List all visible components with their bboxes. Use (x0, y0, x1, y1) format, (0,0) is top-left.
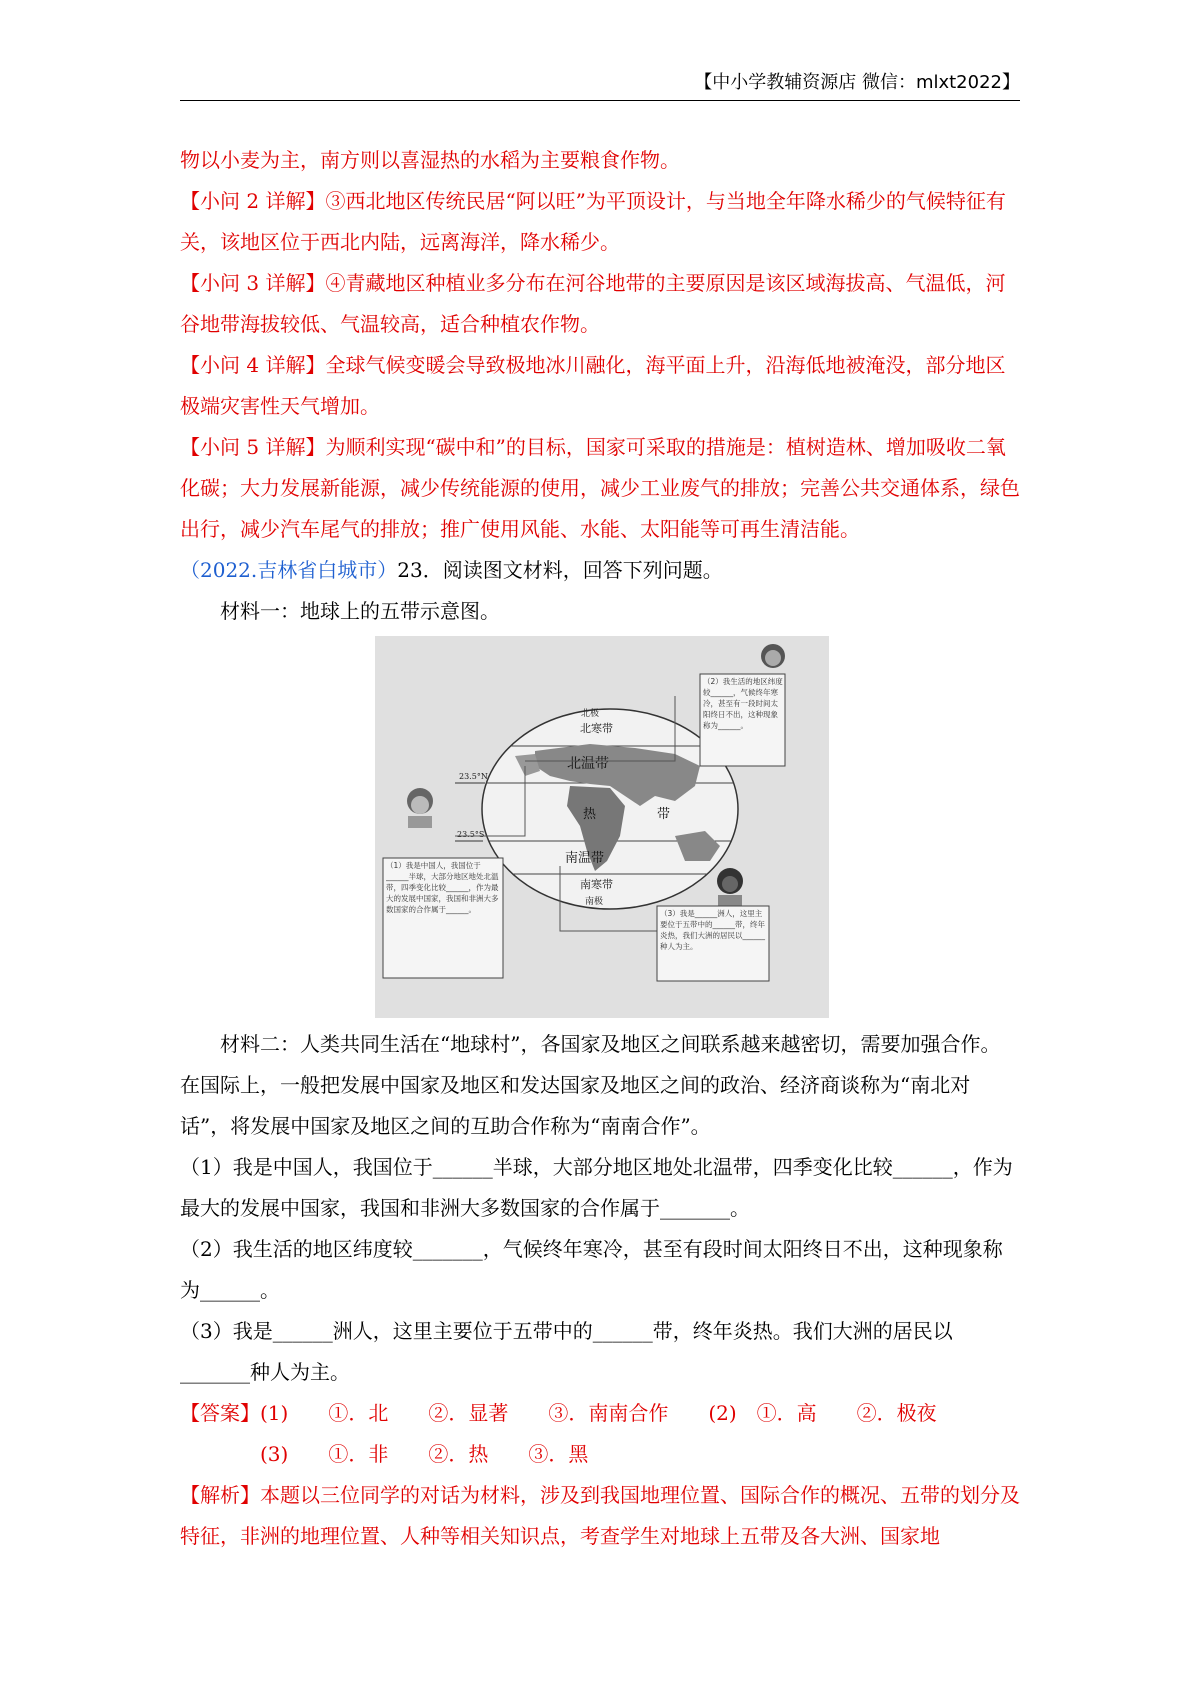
zone-label-north-frigid: 北寒带 (580, 722, 613, 735)
south-pole-label: 南极 (585, 897, 604, 907)
header-divider (180, 100, 1020, 101)
page-header: 【中小学教辅资源店 微信：mlxt2022】 (694, 72, 1020, 93)
sub-question-1: （1）我是中国人，我国位于______半球，大部分地区地处北温带，四季变化比较______，作为最大的发展中国家，我国和非洲大多数国家的合作属于_______。 (180, 1155, 1013, 1220)
north-pole-label: 北极 (581, 709, 600, 719)
prev-explanation-line: 物以小麦为主，南方则以喜湿热的水稻为主要粮食作物。 (180, 148, 680, 172)
person-icon-top (761, 644, 785, 668)
sub-question-3: （3）我是______洲人，这里主要位于五带中的______带，终年炎热。我们大洲的居民以_______种人为主。 (180, 1319, 953, 1384)
zone-label-torrid-2: 带 (657, 807, 671, 822)
question-source: （2022.吉林省白城市） (180, 558, 398, 582)
person-icon-right (717, 868, 743, 907)
material-one: 材料一：地球上的五带示意图。 (220, 599, 500, 623)
answer-line-1: 【答案】(1) ①．北 ②．显著 ③．南南合作 (2) ①．高 ②．极夜 (180, 1401, 937, 1425)
lat-label-s23: 23.5°S (457, 830, 485, 839)
lat-label-n23: 23.5°N (459, 772, 488, 781)
five-zones-figure (375, 636, 829, 1018)
answer-line-2: (3) ①．非 ②．热 ③．黑 (180, 1442, 589, 1466)
sub-question-2: （2）我生活的地区纬度较_______，气候终年寒冷，甚至有段时间太阳终日不出，这种现象称为______。 (180, 1237, 1003, 1302)
speech-text-3: （3）我是______洲人，这里主要位于五带中的______带，终年炎热，我们大洲的居民以______种人为主。 (660, 909, 765, 951)
zone-label-south-frigid: 南寒带 (580, 878, 613, 891)
speech-text-1: （1）我是中国人，我国位于______半球，大部分地区地处北温带，四季变化比较______，作为最大的发展中国家，我国和非洲大多数国家的合作属于______。 (386, 861, 499, 914)
explanation-q2: 【小问 2 详解】③西北地区传统民居“阿以旺”为平顶设计，与当地全年降水稀少的气候特征有关，该地区位于西北内陆，远离海洋，降水稀少。 (180, 189, 1006, 254)
explanation-q5: 【小问 5 详解】为顺利实现“碳中和”的目标，国家可采取的措施是：植树造林、增加吸收二氧化碳；大力发展新能源，减少传统能源的使用，减少工业废气的排放；完善公共交通体系，绿色出行，减少汽车尾气的排放；推广使用风能、水能、太阳能等可再生清洁能。 (180, 435, 1020, 541)
explanation-q3: 【小问 3 详解】④青藏地区种植业多分布在河谷地带的主要原因是该区域海拔高、气温低，河谷地带海拔较低、气温较高，适合种植农作物。 (180, 271, 1006, 336)
explanation-q4: 【小问 4 详解】全球气候变暖会导致极地冰川融化，海平面上升，沿海低地被淹没，部分地区极端灾害性天气增加。 (180, 353, 1006, 418)
zone-label-torrid-1: 热 (583, 807, 597, 822)
five-zones-diagram (375, 636, 829, 1018)
question-stem: 23．阅读图文材料，回答下列问题。 (397, 558, 723, 582)
person-icon-left (407, 788, 433, 828)
zone-label-north-temperate: 北温带 (567, 756, 609, 772)
material-two: 材料二：人类共同生活在“地球村”，各国家及地区之间联系越来越密切，需要加强合作。在国际上，一般把发展中国家及地区和发达国家及地区之间的政治、经济商谈称为“南北对话”，将发展中国家及地区之间的互助合作称为“南南合作”。 (180, 1032, 1001, 1138)
speech-text-2: （2）我生活的地区纬度较______，气候终年寒冷，甚至有一段时间太阳终日不出，这种现象称为______。 (703, 677, 783, 730)
question-heading (180, 550, 1020, 591)
analysis-text: 【解析】本题以三位同学的对话为材料，涉及到我国地理位置、国际合作的概况、五带的划分及特征，非洲的地理位置、人种等相关知识点，考查学生对地球上五带及各大洲、国家地 (180, 1483, 1020, 1548)
page-content (180, 140, 1020, 1557)
zone-label-south-temperate: 南温带 (565, 851, 605, 866)
